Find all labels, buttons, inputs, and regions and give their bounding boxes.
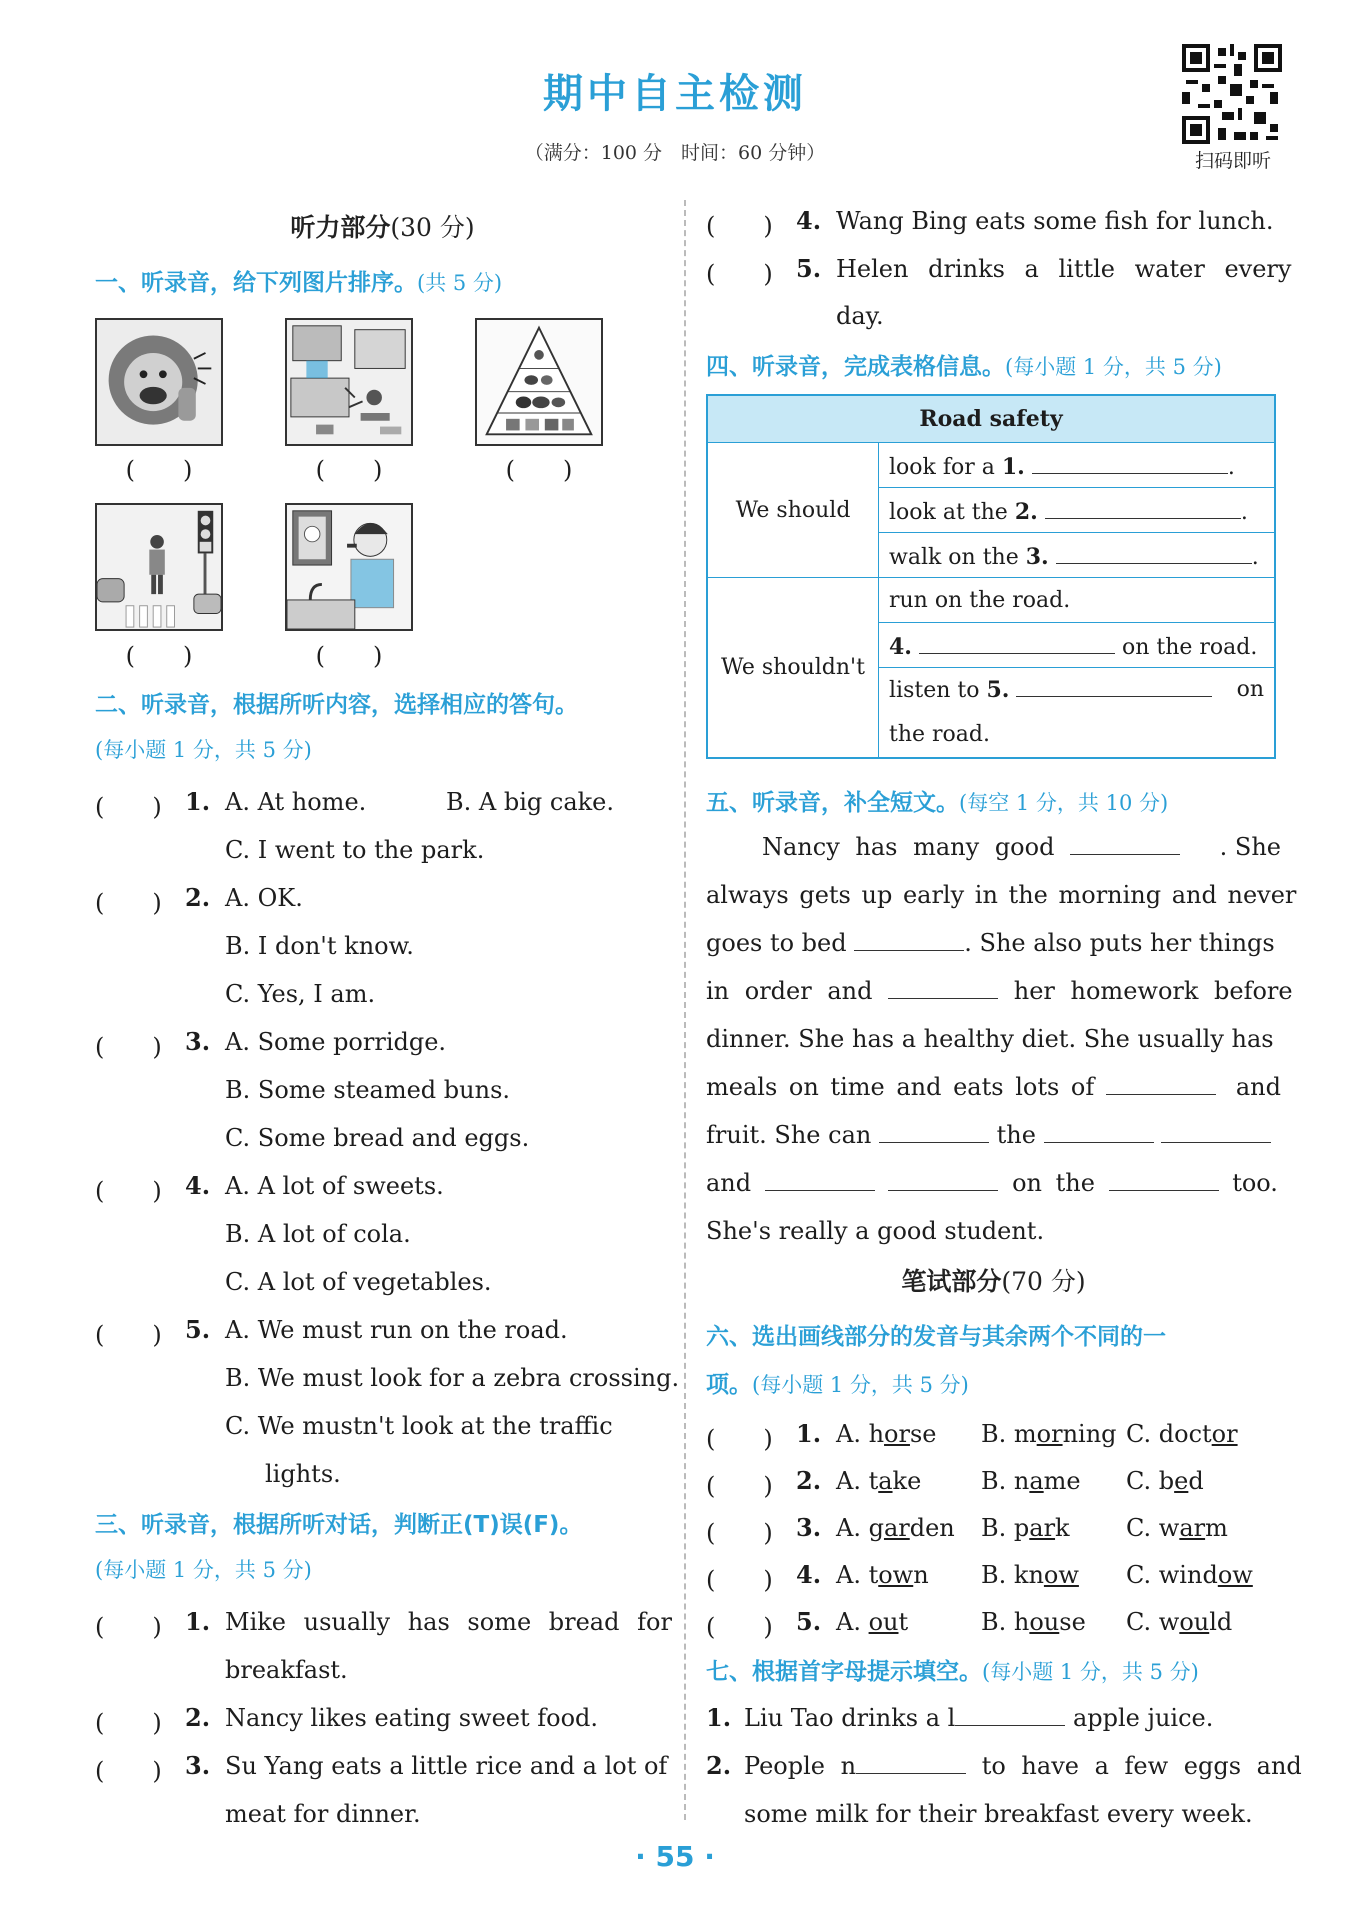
road-safety-table <box>706 394 1276 759</box>
answer-paren[interactable]: ( ) <box>706 212 773 240</box>
passage-blank[interactable] <box>1161 1120 1271 1143</box>
table-row: walk on the 3. . <box>879 533 1276 578</box>
answer-paren[interactable]: ( ) <box>95 1613 162 1641</box>
passage-blank[interactable] <box>879 1120 989 1143</box>
answer-paren[interactable]: ( ) <box>95 1033 162 1061</box>
blank-5[interactable] <box>1016 674 1212 697</box>
answer-paren-2[interactable]: ( ) <box>315 456 383 484</box>
option-c-continued: lights. <box>265 1460 341 1488</box>
question-number: 3. <box>185 1751 211 1780</box>
we-should-cell: We should <box>707 443 879 578</box>
option-b: B. morning <box>981 1420 1117 1448</box>
section-3-title: 三、听录音，根据所听对话，判断正(T)误(F)。 <box>95 1512 583 1538</box>
page-subtitle: （满分：100 分 时间：60 分钟） <box>524 142 826 164</box>
option-c: C. A lot of vegetables. <box>225 1268 492 1296</box>
option-a: A. A lot of sweets. <box>225 1172 444 1200</box>
section-7-title: 七、根据首字母提示填空。(每小题 1 分，共 5 分) <box>706 1659 1199 1685</box>
statement: Nancy likes eating sweet food. <box>225 1704 599 1732</box>
option-c: C. window <box>1126 1561 1253 1589</box>
answer-paren[interactable]: ( ) <box>95 1757 162 1785</box>
blank-3[interactable] <box>1056 541 1252 564</box>
messy-room-picture <box>285 318 413 446</box>
passage-line: Nancy has many good <box>762 832 1180 862</box>
option-a: A. out <box>836 1608 909 1636</box>
answer-paren-3[interactable]: ( ) <box>505 456 573 484</box>
passage-blank[interactable] <box>1070 832 1180 855</box>
option-a: A. take <box>836 1467 922 1495</box>
food-pyramid-picture <box>475 318 603 446</box>
passage-blank[interactable] <box>854 928 964 951</box>
option-a: A. horse <box>836 1420 937 1448</box>
question-number: 5. <box>796 254 822 283</box>
qr-code-icon[interactable] <box>1182 44 1282 144</box>
option-b: B. Some steamed buns. <box>225 1076 511 1104</box>
passage-line: goes to bed . She also puts her things <box>706 929 1275 957</box>
option-a: A. OK. <box>225 884 303 912</box>
passage-blank[interactable] <box>888 976 998 999</box>
answer-paren-4[interactable]: ( ) <box>125 642 193 670</box>
passage-blank[interactable] <box>888 1168 998 1191</box>
lion-picture <box>95 318 223 446</box>
question-number: 2. <box>185 883 211 912</box>
passage-blank[interactable] <box>765 1168 875 1191</box>
option-c: C. would <box>1126 1608 1233 1636</box>
blank-2[interactable] <box>1045 496 1241 519</box>
option-c: C. Some bread and eggs. <box>225 1124 530 1152</box>
section-1-title: 一、听录音，给下列图片排序。(共 5 分) <box>95 270 503 296</box>
option-b: B. We must look for a zebra crossing. <box>225 1364 680 1392</box>
fill-in-sentence: Liu Tao drinks a l apple juice. <box>744 1704 1214 1732</box>
passage-line: always gets up early in the morning and never <box>706 881 1297 909</box>
section-5-title: 五、听录音，补全短文。(每空 1 分，共 10 分) <box>706 790 1169 816</box>
answer-paren[interactable]: ( ) <box>706 1519 773 1547</box>
passage-blank[interactable] <box>1109 1168 1219 1191</box>
table-row: 4. on the road. <box>879 623 1276 668</box>
option-c: C. I went to the park. <box>225 836 485 864</box>
section-2-title: 二、听录音，根据所听内容，选择相应的答句。 <box>95 692 578 718</box>
option-b: B. know <box>981 1561 1079 1589</box>
option-c: C. We mustn't look at the traffic <box>225 1412 613 1440</box>
question-number: 5. <box>185 1315 211 1344</box>
boy-brushing-teeth-picture <box>285 503 413 631</box>
option-c: C. warm <box>1126 1514 1228 1542</box>
option-c: C. bed <box>1126 1467 1204 1495</box>
question-number: 4. <box>185 1171 211 1200</box>
we-shouldnt-cell: We shouldn't <box>707 578 879 759</box>
passage-line: dinner. She has a healthy diet. She usually has <box>706 1025 1274 1053</box>
blank-1[interactable] <box>1032 451 1228 474</box>
option-b: B. name <box>981 1467 1081 1495</box>
listening-part-title: 听力部分(30 分) <box>290 213 475 242</box>
question-number: 1. <box>796 1419 822 1448</box>
option-b: B. I don't know. <box>225 932 414 960</box>
question-number: 1. <box>185 1607 211 1636</box>
question-number: 1. <box>185 787 211 816</box>
question-number: 2. <box>796 1466 822 1495</box>
option-c: C. Yes, I am. <box>225 980 376 1008</box>
option-b: B. house <box>981 1608 1086 1636</box>
option-c: C. doctor <box>1126 1420 1238 1448</box>
answer-paren[interactable]: ( ) <box>95 1709 162 1737</box>
fill-in-sentence: People n to have a few eggs and <box>744 1752 1302 1780</box>
question-number: 3. <box>185 1027 211 1056</box>
answer-paren-5[interactable]: ( ) <box>315 642 383 670</box>
question-number: 1. <box>706 1703 732 1732</box>
statement: Wang Bing eats some fish for lunch. <box>836 207 1274 235</box>
option-b: B. park <box>981 1514 1070 1542</box>
option-b: B. A lot of cola. <box>225 1220 411 1248</box>
option-b: B. A big cake. <box>446 788 615 816</box>
passage-line-end: and <box>1235 1073 1281 1101</box>
option-a: A. We must run on the road. <box>225 1316 568 1344</box>
writing-part-title: 笔试部分(70 分) <box>901 1267 1086 1296</box>
column-divider <box>684 200 686 1820</box>
passage-line: in order and her homework before <box>706 977 1293 1005</box>
section-3-note: (每小题 1 分，共 5 分) <box>95 1558 312 1582</box>
fill-in-sentence-continued: some milk for their breakfast every week. <box>744 1800 1253 1828</box>
table-row: look at the 2. . <box>879 488 1276 533</box>
statement-continued: breakfast. <box>225 1656 348 1684</box>
answer-paren[interactable]: ( ) <box>95 793 162 821</box>
passage-line: fruit. She can the <box>706 1120 1271 1150</box>
table-title: Road safety <box>707 395 1275 443</box>
section-2-note: (每小题 1 分，共 5 分) <box>95 738 312 762</box>
traffic-light-picture <box>95 503 223 631</box>
section-6-title-continued: 项。(每小题 1 分，共 5 分) <box>706 1372 969 1398</box>
answer-paren[interactable]: ( ) <box>95 1177 162 1205</box>
answer-paren[interactable]: ( ) <box>95 1321 162 1349</box>
table-row: look for a 1. . <box>879 443 1276 488</box>
answer-paren[interactable]: ( ) <box>706 260 773 288</box>
qr-label: 扫码即听 <box>1194 150 1271 172</box>
option-a: A. At home. <box>225 788 367 816</box>
option-a: A. town <box>836 1561 929 1589</box>
statement-continued: meat for dinner. <box>225 1800 421 1828</box>
section-6-title: 六、选出画线部分的发音与其余两个不同的一 <box>706 1324 1166 1350</box>
blank-4[interactable] <box>919 631 1115 654</box>
question-number: 5. <box>796 1607 822 1636</box>
answer-paren[interactable]: ( ) <box>706 1613 773 1641</box>
statement: Mike usually has some bread for <box>225 1608 672 1636</box>
page-title: 期中自主检测 <box>543 71 807 117</box>
passage-line: meals on time and eats lots of <box>706 1072 1216 1102</box>
passage-line: and on the too. <box>706 1169 1278 1197</box>
statement: Su Yang eats a little rice and a lot of <box>225 1752 668 1780</box>
table-row: listen to 5. on the road. <box>879 668 1276 759</box>
passage-blank[interactable] <box>1044 1120 1154 1143</box>
fill-blank[interactable] <box>955 1703 1065 1726</box>
question-number: 4. <box>796 1560 822 1589</box>
option-a: A. Some porridge. <box>225 1028 447 1056</box>
section-4-title: 四、听录音，完成表格信息。(每小题 1 分，共 5 分) <box>706 354 1222 380</box>
question-number: 3. <box>796 1513 822 1542</box>
answer-paren[interactable]: ( ) <box>706 1566 773 1594</box>
answer-paren[interactable]: ( ) <box>706 1425 773 1453</box>
answer-paren-1[interactable]: ( ) <box>125 456 193 484</box>
statement: Helen drinks a little water every <box>836 255 1292 283</box>
passage-blank[interactable] <box>1106 1072 1216 1095</box>
statement-continued: day. <box>836 302 884 330</box>
fill-blank[interactable] <box>856 1751 966 1774</box>
question-number: 2. <box>706 1751 732 1780</box>
table-row: run on the road. <box>879 578 1276 623</box>
question-number: 2. <box>185 1703 211 1732</box>
question-number: 4. <box>796 206 822 235</box>
page-number: · 55 · <box>635 1840 715 1873</box>
option-a: A. garden <box>836 1514 955 1542</box>
passage-line-end: . She <box>1219 833 1281 861</box>
answer-paren[interactable]: ( ) <box>706 1472 773 1500</box>
answer-paren[interactable]: ( ) <box>95 889 162 917</box>
passage-line: She's really a good student. <box>706 1217 1045 1245</box>
